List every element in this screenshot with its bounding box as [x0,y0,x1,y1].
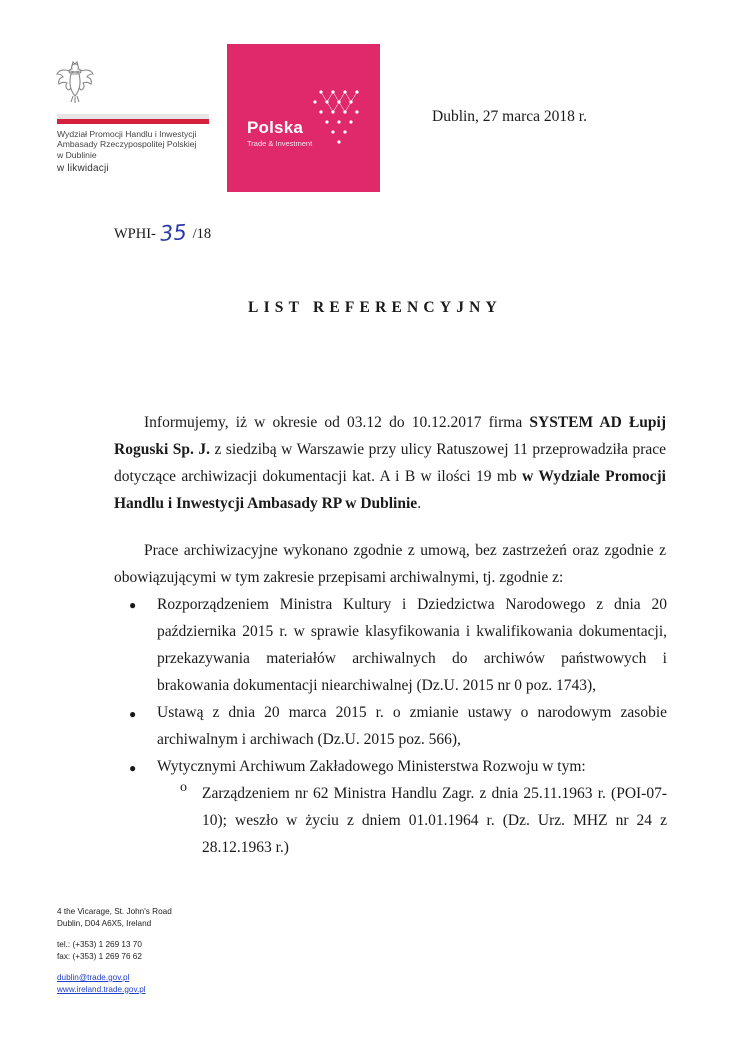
logo-name: Polska [247,118,304,137]
document-title: LIST REFERENCYJNY [248,299,502,316]
department-line: w Dublinie [57,149,97,160]
footer-website-link[interactable]: www.ireland.trade.gov.pl [57,984,146,994]
list-item: Ustawą z dnia 20 marca 2015 r. o zmianie ustawy o narodowym zasobie archiwalnym i archiwach (Dz.U. 2015 poz. 566), [157,704,667,748]
logo-dots-icon [311,84,363,150]
company-name: SYSTEM AD Łupij Roguski Sp. J. [114,414,667,458]
sub-list-item: Zarządzeniem nr 62 Ministra Handlu Zagr. z dnia 25.11.1963 r. (POI-07-10); weszło w życiu z dniem 01.01.1964 r. (Dz. Urz. MHZ nr 24 z 28.12.1963 r.) [202,785,667,856]
paragraph-compliance: Prace archiwizacyjne wykonano zgodnie z umową, bez zastrzeżeń oraz zgodnie z obowiązującymi w tym zakresie przepisami archiwalnymi, tj. zgodnie z: [114,542,666,586]
polska-trade-investment-logo [227,44,380,192]
letter-date: Dublin, 27 marca 2018 r. [432,108,587,125]
polish-eagle-emblem-icon [54,60,96,106]
logo-subtitle: Trade & Investment [247,139,313,148]
bullet-marker: ● [129,761,137,775]
sub-bullet-marker: o [180,780,187,795]
handwritten-reference-number: 35 [159,220,188,246]
liquidation-note: w likwidacji [57,163,109,174]
paragraph-intro [114,409,666,517]
flag-stripe-red [57,119,209,124]
list-item: Rozporządzeniem Ministra Kultury i Dziedzictwa Narodowego z dnia 20 października 2015 r. w sprawie klasyfikowania i kwalifikowania dokumentacji, przekazywania materiałów archiwalnych do archiwów państwowych i brakowania dokumentacji niearchiwalnej (Dz.U. 2015 nr 0 poz. 1743), [157,596,667,694]
department-line: Ambasady Rzeczypospolitej Polskiej [57,139,197,150]
bullet-marker: ● [129,707,137,721]
reference-number [114,219,212,246]
bullet-marker: ● [129,598,137,612]
list-item: Wytycznymi Archiwum Zakładowego Ministerstwa Rozwoju w tym: [157,758,586,775]
department-location: w Wydziale Promocji Handlu i Inwestycji Ambasady RP w Dublinie [114,468,666,512]
footer-fax: fax: (+353) 1 269 76 62 [57,951,142,961]
reference-suffix: /18 [192,226,212,242]
department-line: Wydział Promocji Handlu i Inwestycji [57,129,197,139]
footer-contact [57,906,172,995]
text-segment: z siedzibą w Warszawie przy ulicy Ratuszowej 11 przeprowadziła prace dotyczące archiwizacji dokumentacji kat. A i B w ilości 19 mb [114,441,667,485]
footer-address-line: 4 the Vicarage, St. John's Road [57,907,172,916]
department-name [57,129,227,160]
text-segment: . [417,495,422,512]
text-segment: Informujemy, iż w okresie od 03.12 do 10.12.2017 firma [144,414,530,431]
footer-phone: tel.: (+353) 1 269 13 70 [57,940,142,949]
reference-prefix: WPHI- [114,226,156,242]
footer-address-line: Dublin, D04 A6X5, Ireland [57,918,152,928]
footer-email-link[interactable]: dublin@trade.gov.pl [57,973,130,982]
